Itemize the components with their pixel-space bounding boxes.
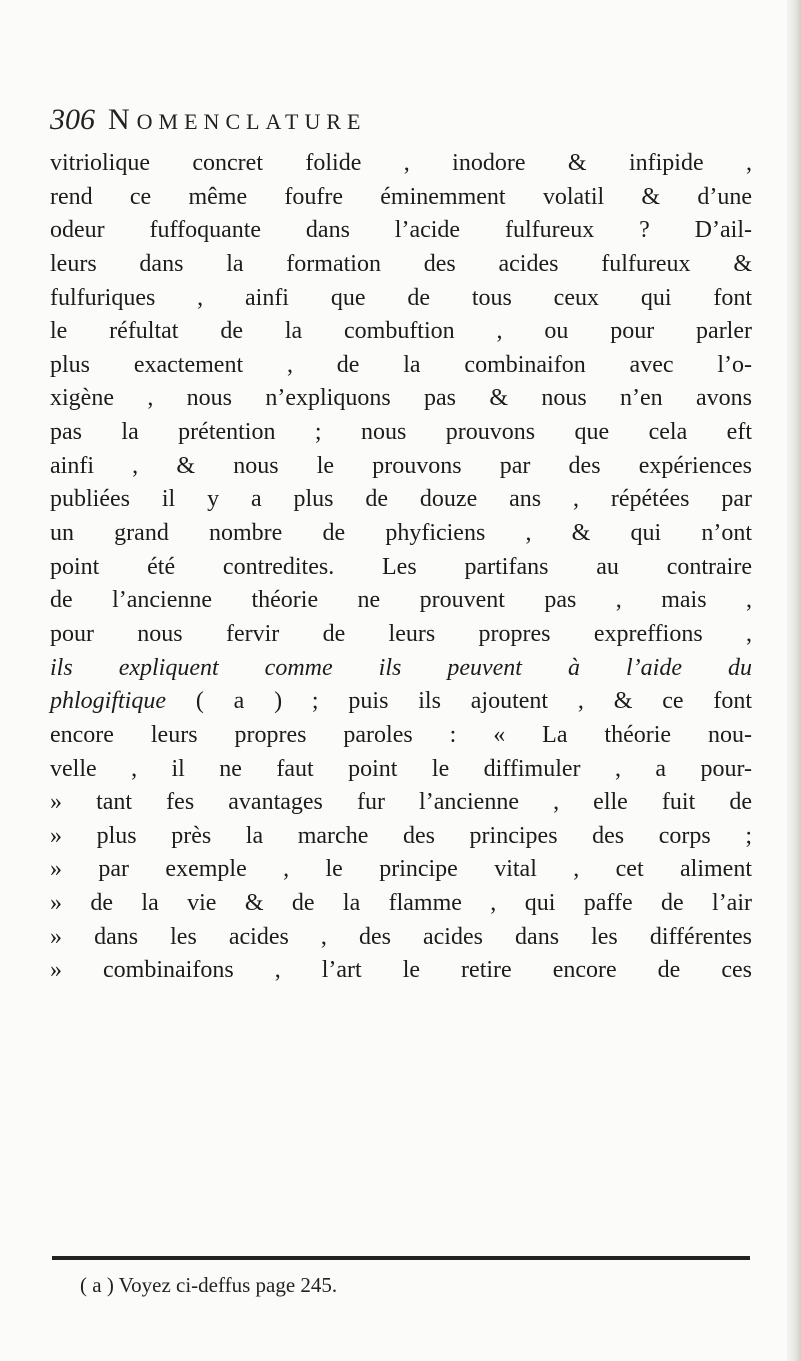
text-line: vitriolique concret folide , inodore & infipide , [50, 150, 752, 176]
text-line: ils expliquent comme ils peuvent à l’aide du [50, 654, 752, 681]
text-line: le réfultat de la combuftion , ou pour parler [50, 318, 752, 345]
page-header [50, 98, 750, 142]
italic-word: phlogiftique [50, 688, 166, 715]
text-line: xigène , nous n’expliquons pas & nous n’en avons [50, 385, 752, 412]
text-line: ainfi , & nous le prouvons par des expériences [50, 452, 752, 479]
running-head-initial: N [108, 103, 137, 136]
running-head [108, 98, 366, 144]
text-line: encore leurs propres paroles : « La théorie nou- [50, 721, 752, 748]
text-line: » de la vie & de la flamme , qui paffe de l’air [50, 890, 752, 917]
text-line: un grand nombre de phyficiens , & qui n’ont [50, 520, 752, 547]
footnote-rule [52, 1256, 750, 1260]
footnote: ( a ) Voyez ci-deffus page 245. [80, 1273, 338, 1297]
text-line: » par exemple , le principe vital , cet aliment [50, 856, 752, 883]
text-line: pour nous fervir de leurs propres expreffions , [50, 620, 752, 647]
text-line: » tant fes avantages fur l’ancienne , elle fuit de [50, 789, 752, 816]
text-line: point été contredites. Les partifans au contraire [50, 553, 752, 580]
text-line: rend ce même foufre éminemment volatil & d’une [50, 183, 752, 210]
text-line: pas la prétention ; nous prouvons que cela eft [50, 419, 752, 446]
text-line: » combinaifons , l’art le retire encore de ces [50, 957, 752, 984]
page-edge-shadow [787, 0, 801, 1361]
text-line: » plus près la marche des principes des corps ; [50, 822, 752, 849]
text-line: » dans les acides , des acides dans les différentes [50, 923, 752, 950]
text-line [50, 685, 752, 719]
text-line: plus exactement , de la combinaifon avec l’o- [50, 351, 752, 378]
text-line: fulfuriques , ainfi que de tous ceux qui font [50, 284, 752, 311]
page-number: 306 [50, 103, 95, 136]
running-head-rest: OMENCLATURE [136, 109, 367, 134]
text-line: velle , il ne faut point le diffimuler , a pour- [50, 755, 752, 782]
text-line: leurs dans la formation des acides fulfureux & [50, 250, 752, 277]
text-line: de l’ancienne théorie ne prouvent pas , mais , [50, 587, 752, 614]
text-line: publiées il y a plus de douze ans , répétées par [50, 486, 752, 513]
line-remainder: ( a ) ; puis ils ajoutent , & ce font [166, 688, 752, 715]
body-text [50, 147, 752, 988]
text-line: odeur fuffoquante dans l’acide fulfureux ? D’ail- [50, 217, 752, 244]
